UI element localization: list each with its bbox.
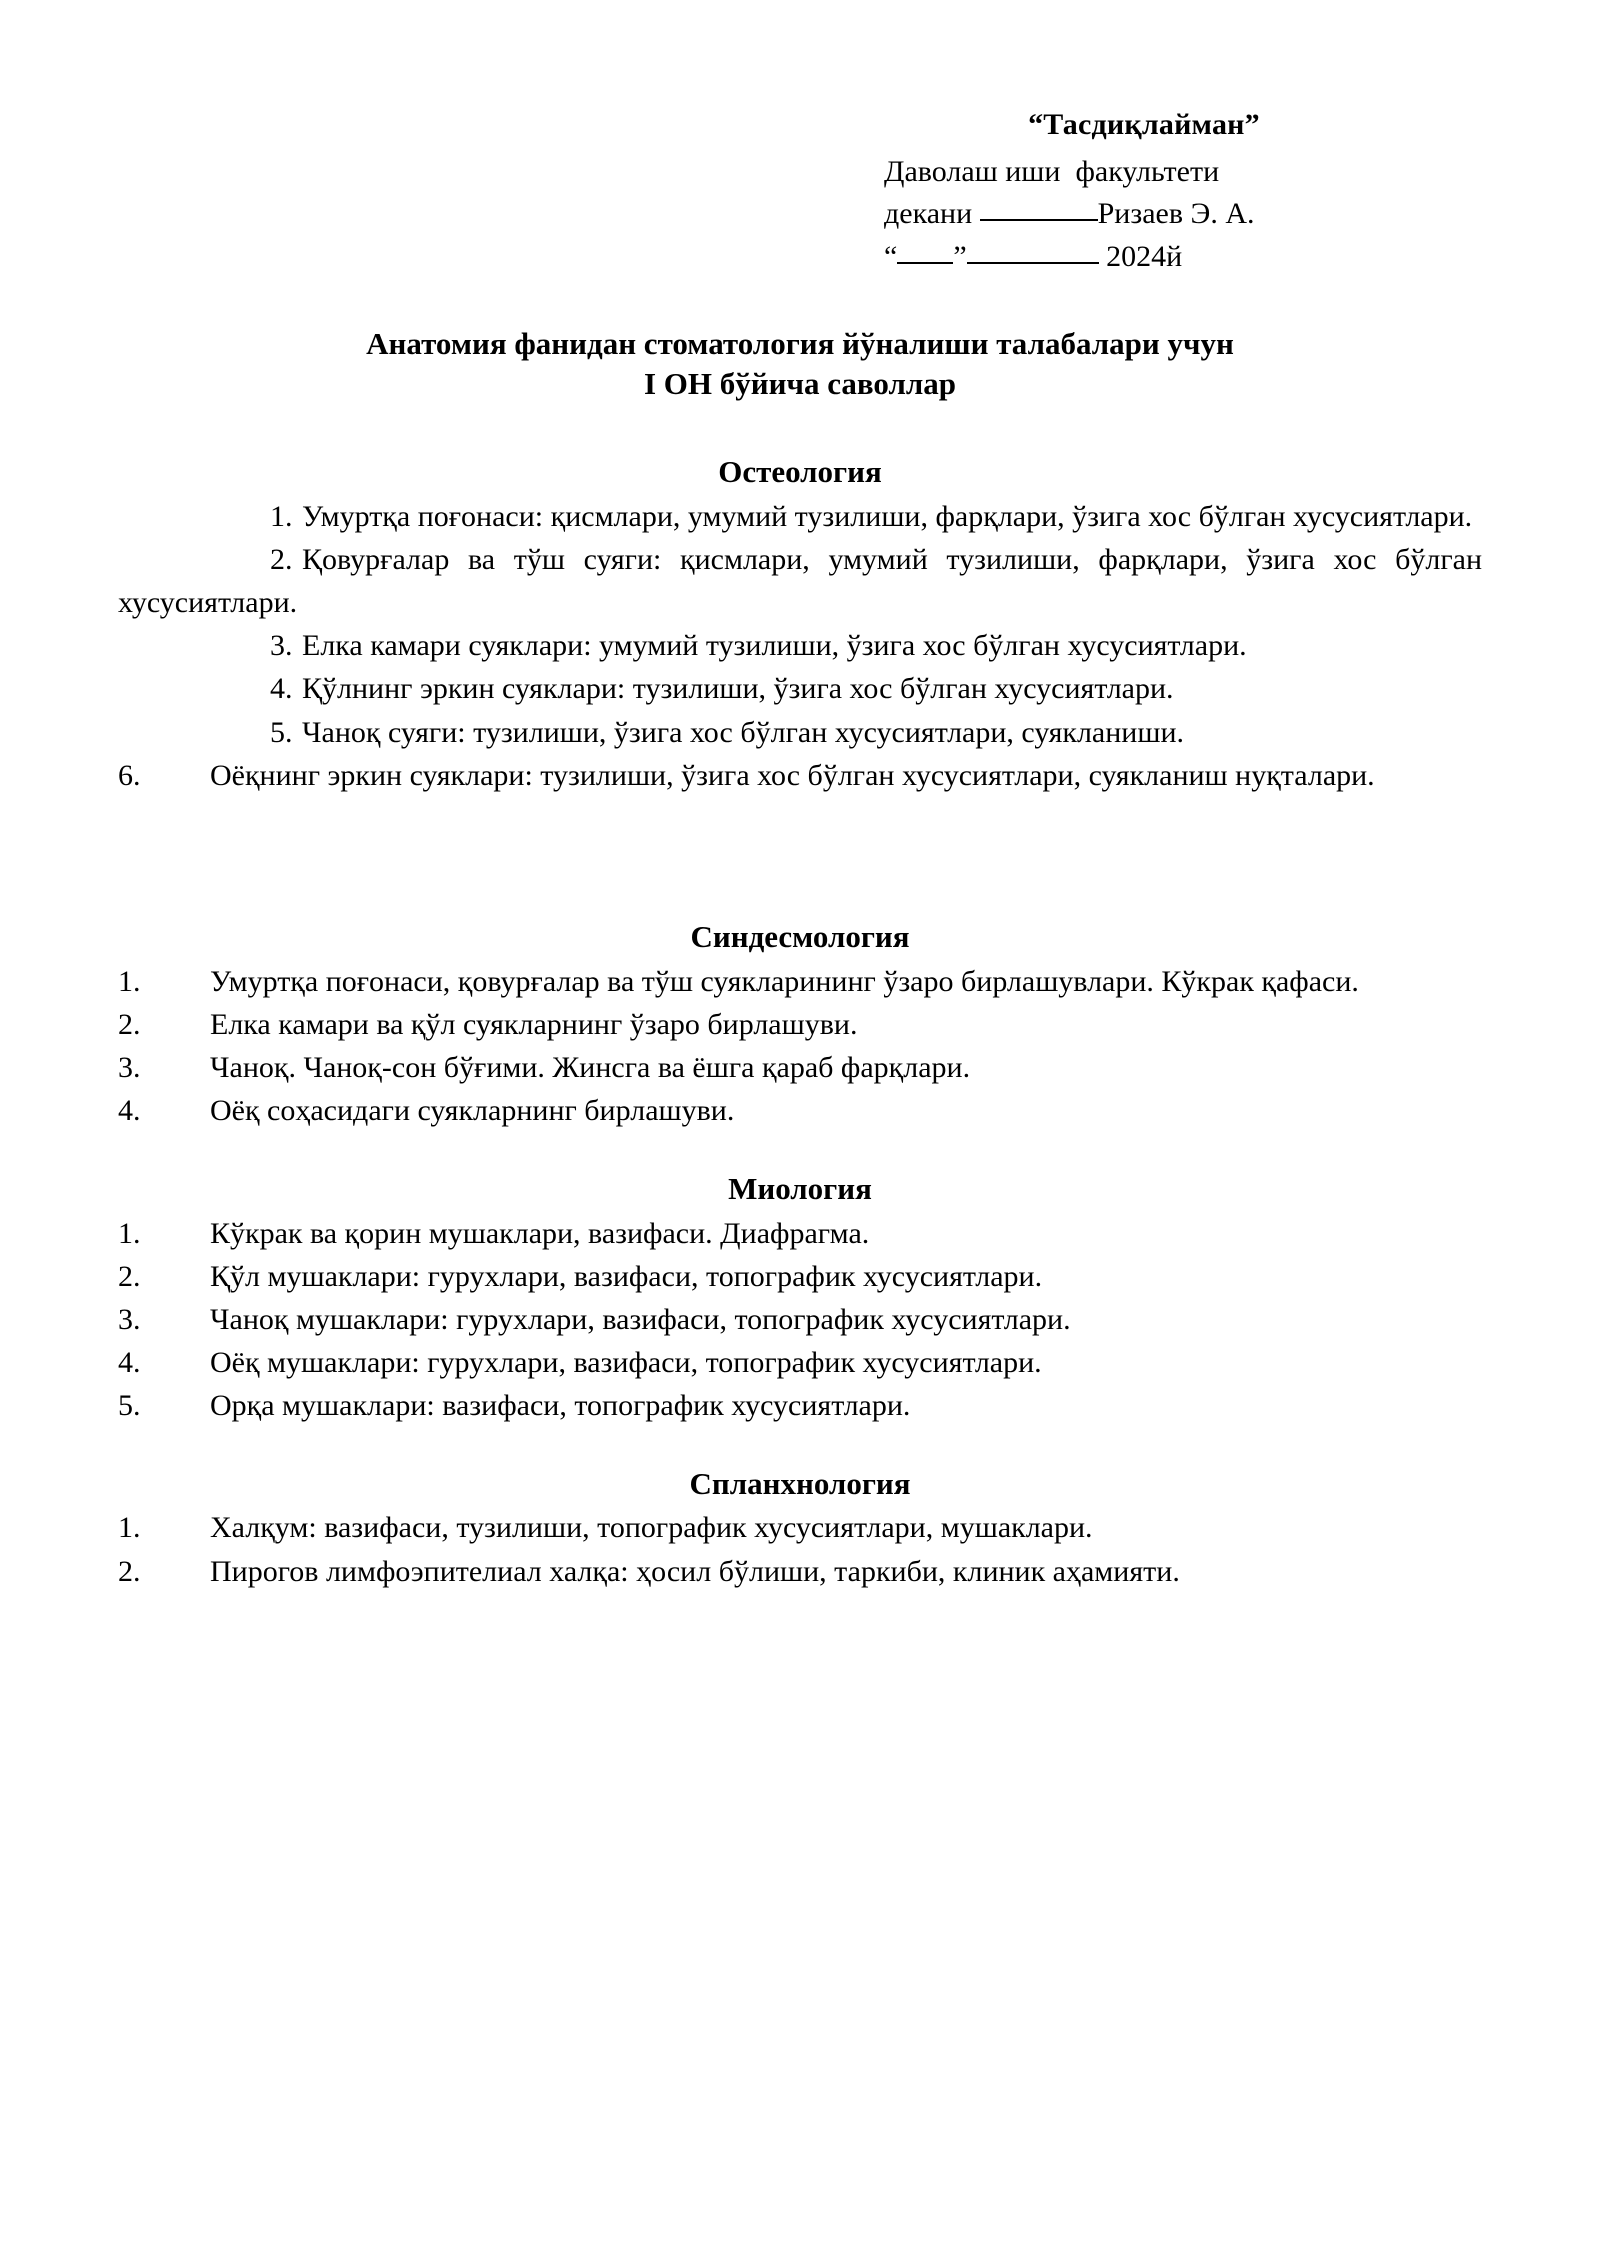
list-item-number: 4.: [118, 1346, 141, 1380]
list-item: [118, 1212, 1482, 1255]
list-item: [118, 1550, 1482, 1593]
list-item-number: 6.: [118, 758, 141, 792]
list-item-text: Оёқ мушаклари: гурухлари, вазифаси, топографик хусусиятлари.: [210, 1346, 1042, 1380]
document-title: [118, 324, 1482, 403]
list-item-text: Чаноқ суяги: тузилиши, ўзига хос бўлган хусусиятлари, суякланиши.: [302, 715, 1185, 749]
list-item: [118, 667, 1482, 710]
list-item: [118, 1255, 1482, 1298]
spacer: [118, 1428, 1482, 1462]
section-heading-myology: Миология: [728, 1170, 872, 1206]
date-year-label: 2024й: [1098, 239, 1183, 273]
list-item: [118, 1003, 1482, 1046]
list-item-number: 1.: [118, 1511, 141, 1545]
section-heading-splanchnology: Спланхнология: [689, 1465, 911, 1501]
faculty-line: Даволаш иши факультети: [884, 154, 1220, 188]
list-item-number: 2.: [270, 542, 293, 576]
list-item: [118, 711, 1482, 754]
dean-name-label: Ризаев Э. А.: [1097, 197, 1255, 231]
list-item: [118, 1298, 1482, 1341]
list-item-text: Чаноқ. Чаноқ-сон бўғими. Жинсга ва ёшга қараб фарқлари.: [210, 1051, 971, 1085]
section-heading-osteology: Остеология: [718, 453, 882, 489]
section-items-splanchnology: [118, 1506, 1482, 1592]
list-item: [118, 754, 1482, 797]
spacer: [118, 1133, 1482, 1167]
date-month-rule: [967, 262, 1099, 264]
section-splanchnology: [118, 1428, 1482, 1593]
dean-signature-rule: [980, 219, 1098, 221]
list-item-text: Қовурғалар ва тўш суяги: қисмлари, умумий тузилиши, фарқлари, ўзига хос бўлган хусусиятлари.: [118, 542, 1482, 620]
list-item: [118, 624, 1482, 667]
section-items-syndesmology: [118, 960, 1482, 1133]
list-item: [118, 538, 1482, 624]
list-item: [118, 1341, 1482, 1384]
section-syndesmology: [118, 797, 1482, 1133]
list-item-number: 3.: [118, 1051, 141, 1085]
list-item: [118, 495, 1482, 538]
list-item-text: Елка камари суяклари: умумий тузилиши, ўзига хос бўлган хусусиятлари.: [302, 629, 1247, 663]
date-day-rule: [897, 262, 953, 264]
spacer: [118, 404, 1482, 450]
spacer: [118, 797, 1482, 915]
list-item-text: Умуртқа поғонаси, қовурғалар ва тўш суякларининг ўзаро бирлашувлари. Кўкрак қафаси.: [210, 964, 1359, 998]
list-item-number: 4.: [270, 672, 293, 706]
section-heading-syndesmology: Синдесмология: [690, 918, 910, 954]
date-line: [884, 236, 1404, 279]
list-item: [118, 960, 1482, 1003]
list-item: [118, 1506, 1482, 1549]
approval-header-block: [884, 104, 1404, 278]
list-item-number: 3.: [270, 629, 293, 663]
list-item-text: Оёқнинг эркин суяклари: тузилиши, ўзига хос бўлган хусусиятлари, суякланиш нуқталари.: [210, 758, 1375, 792]
list-item-text: Орқа мушаклари: вазифаси, топографик хусусиятлари.: [210, 1389, 911, 1423]
list-item-number: 1.: [270, 499, 293, 533]
list-item-number: 2.: [118, 1554, 141, 1588]
list-item-text: Кўкрак ва қорин мушаклари, вазифаси. Диафрагма.: [210, 1216, 870, 1250]
list-item-text: Пирогов лимфоэпителиал халқа: ҳосил бўлиши, таркиби, клиник аҳамияти.: [210, 1554, 1180, 1588]
list-item: [118, 1089, 1482, 1132]
list-item-text: Қўлнинг эркин суяклари: тузилиши, ўзига хос бўлган хусусиятлари.: [302, 672, 1174, 706]
list-item-text: Оёқ соҳасидаги суякларнинг бирлашуви.: [210, 1094, 735, 1128]
list-item-number: 4.: [118, 1094, 141, 1128]
list-item-text: Халқум: вазифаси, тузилиши, топографик хусусиятлари, мушаклари.: [210, 1511, 1093, 1545]
list-item-text: Умуртқа поғонаси: қисмлари, умумий тузилиши, фарқлари, ўзига хос бўлган хусусиятлари.: [302, 499, 1473, 533]
section-osteology: [118, 404, 1482, 797]
list-item-number: 2.: [118, 1259, 141, 1293]
approval-title: “Тасдиқлайман”: [1028, 108, 1260, 141]
list-item-text: Қўл мушаклари: гурухлари, вазифаси, топографик хусусиятлари.: [210, 1259, 1043, 1293]
list-item-number: 3.: [118, 1302, 141, 1336]
list-item-text: Чаноқ мушаклари: гурухлари, вазифаси, топографик хусусиятлари.: [210, 1302, 1071, 1336]
section-items-osteology: [118, 495, 1482, 797]
list-item-number: 5.: [270, 715, 293, 749]
list-item: [118, 1384, 1482, 1427]
dean-line: [884, 193, 1404, 236]
list-item-number: 5.: [118, 1389, 141, 1423]
dean-prefix-label: декани: [884, 197, 980, 231]
list-item: [118, 1046, 1482, 1089]
section-myology: [118, 1133, 1482, 1428]
section-items-myology: [118, 1212, 1482, 1428]
list-item-number: 1.: [118, 964, 141, 998]
list-item-number: 1.: [118, 1216, 141, 1250]
list-item-text: Елка камари ва қўл суякларнинг ўзаро бирлашуви.: [210, 1008, 858, 1042]
date-quote-open: “: [884, 239, 898, 273]
document-title-line-2: I ОН бўйича саволлар: [643, 366, 957, 402]
date-quote-close: ”: [953, 239, 967, 273]
document-title-line-1: Анатомия фанидан стоматология йўналиши талабалари учун: [366, 326, 1234, 362]
list-item-number: 2.: [118, 1008, 141, 1042]
